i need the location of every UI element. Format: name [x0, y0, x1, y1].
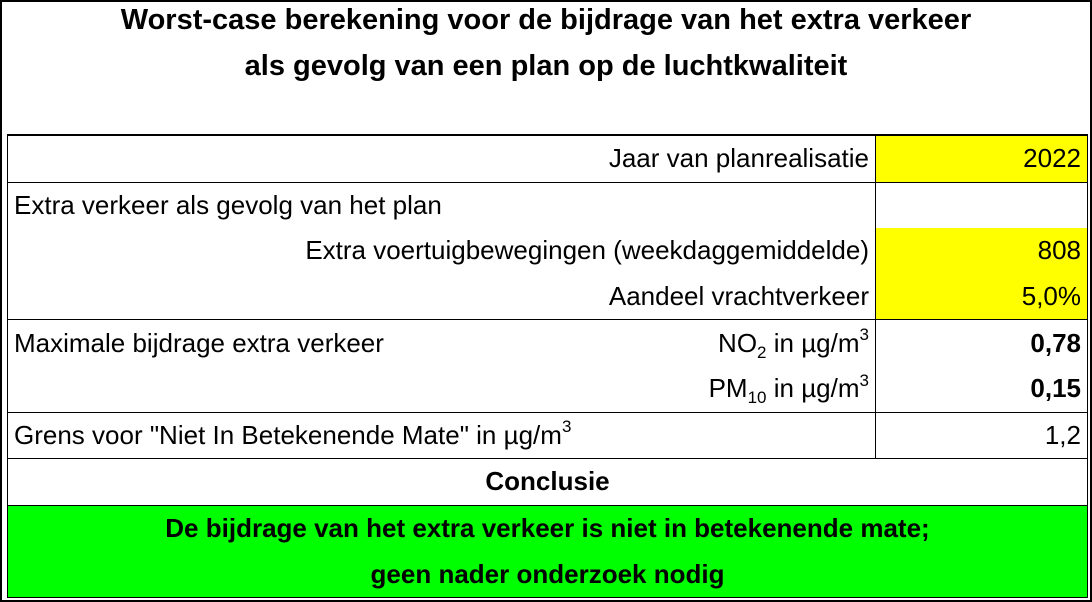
no2-unit-label: $NO_2$ in $\mu g/m^3$	[718, 325, 869, 362]
voertuig-label: Extra voertuigbewegingen (weekdaggemiddelde)	[305, 235, 869, 266]
grens-label-cell	[8, 412, 876, 459]
conclusie-header: Conclusie	[485, 466, 610, 497]
grens-value-cell	[876, 412, 1088, 459]
vracht-value-cell[interactable]	[876, 274, 1088, 320]
jaar-value: 2022	[1023, 143, 1081, 174]
voertuig-value-cell[interactable]	[876, 228, 1088, 274]
conclusie-line-2-cell	[8, 551, 1088, 597]
grens-value: 1,2	[1044, 419, 1081, 450]
voertuig-value: 808	[1037, 235, 1081, 266]
vracht-label: Aandeel vrachtverkeer	[608, 281, 869, 312]
conclusie-line-1-cell	[8, 505, 1088, 551]
pm10-unit-label: $PM_{10}$ in $\mu g/m^3$	[708, 370, 869, 408]
vracht-label-cell	[8, 274, 876, 320]
jaar-label-cell	[8, 135, 876, 182]
conclusie-line-1: De bijdrage van het extra verkeer is niet in betekenende mate;	[165, 513, 930, 544]
jaar-value-cell[interactable]	[876, 135, 1088, 182]
no2-value: 0,78	[1030, 327, 1081, 358]
extra-header-cell	[8, 182, 876, 228]
title-line-2: als gevolg van een plan op de luchtkwaliteit	[244, 50, 848, 82]
conclusie-header-cell	[8, 459, 1088, 506]
title-line-1: Worst-case berekening voor de bijdrage van het extra verkeer	[120, 4, 972, 36]
extra-header-value-cell	[876, 182, 1088, 228]
calculation-table	[7, 134, 1088, 598]
pm10-label-cell	[8, 366, 876, 412]
grens-label: Grens voor "Niet In Betekenende Mate" in $\mu g/m^3$	[14, 417, 572, 450]
max-bijdrage-label: Maximale bijdrage extra verkeer	[14, 327, 384, 358]
pm10-value: 0,15	[1030, 373, 1081, 404]
extra-header: Extra verkeer als gevolg van het plan	[14, 189, 442, 220]
no2-value-cell	[876, 320, 1088, 366]
jaar-label: Jaar van planrealisatie	[608, 143, 869, 174]
pm10-value-cell	[876, 366, 1088, 412]
voertuig-label-cell	[8, 228, 876, 274]
vracht-value: 5,0%	[1021, 281, 1081, 312]
max-bijdrage-cell	[8, 320, 876, 366]
conclusie-line-2: geen nader onderzoek nodig	[370, 558, 725, 589]
